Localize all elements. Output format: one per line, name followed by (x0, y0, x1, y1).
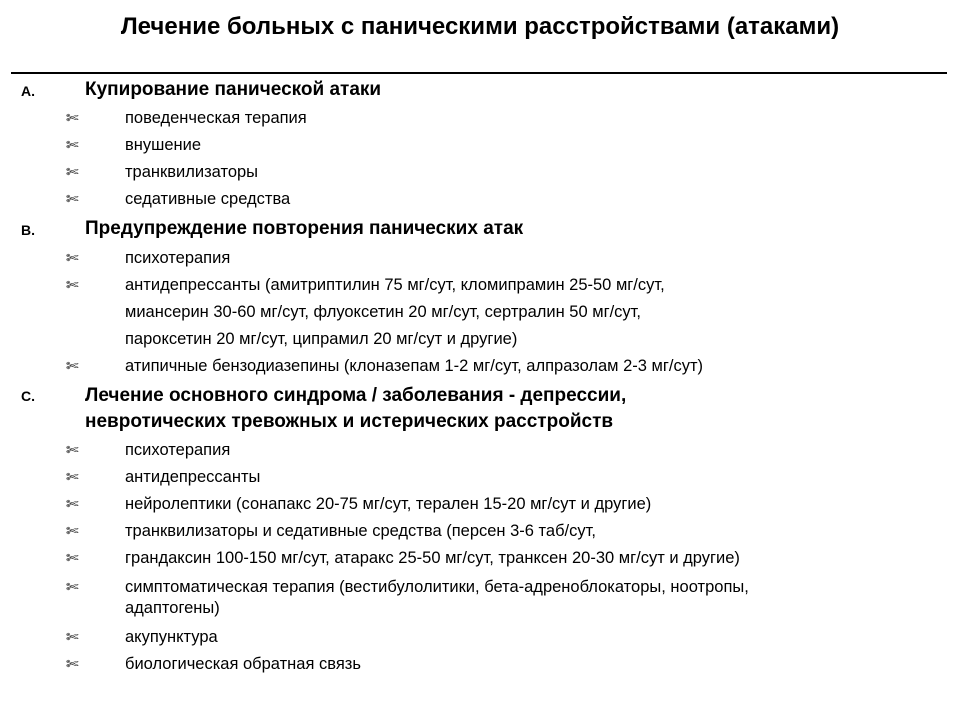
section-b-letter: B. (21, 222, 35, 238)
list-item: акупунктура (125, 628, 218, 646)
scissors-icon: ✄ (66, 495, 79, 513)
scissors-icon: ✄ (66, 628, 79, 646)
scissors-icon: ✄ (66, 655, 79, 673)
scissors-icon: ✄ (66, 578, 79, 596)
list-item: психотерапия (125, 249, 231, 267)
list-item: грандаксин 100-150 мг/сут, атаракс 25-50 мг/сут, транксен 20-30 мг/сут и другие) (125, 549, 740, 567)
list-item: антидепрессанты (125, 468, 261, 486)
list-item: нейролептики (сонапакс 20-75 мг/сут, терален 15-20 мг/сут и другие) (125, 495, 652, 513)
list-item: антидепрессанты (амитриптилин 75 мг/сут, кломипрамин 25-50 мг/сут, (125, 276, 665, 294)
scissors-icon: ✄ (66, 522, 79, 540)
scissors-icon: ✄ (66, 109, 79, 127)
slide-title: Лечение больных с паническими расстройствами (атаками) (120, 13, 840, 40)
scissors-icon: ✄ (66, 441, 79, 459)
scissors-icon: ✄ (66, 357, 79, 375)
list-item: биологическая обратная связь (125, 655, 361, 673)
list-item: атипичные бензодиазепины (клоназепам 1-2 мг/сут, алпразолам 2-3 мг/сут) (125, 357, 704, 375)
scissors-icon: ✄ (66, 136, 79, 154)
list-item-continuation: адаптогены) (125, 599, 220, 617)
scissors-icon: ✄ (66, 249, 79, 267)
section-b-heading: Предупреждение повторения панических атак (85, 218, 524, 239)
scissors-icon: ✄ (66, 190, 79, 208)
scissors-icon: ✄ (66, 163, 79, 181)
scissors-icon: ✄ (66, 276, 79, 294)
scissors-icon: ✄ (66, 468, 79, 486)
section-c-heading: Лечение основного синдрома / заболевания - депрессии, (85, 385, 627, 406)
list-item: внушение (125, 136, 202, 154)
list-item: транквилизаторы (125, 163, 259, 181)
list-item: транквилизаторы и седативные средства (персен 3-6 таб/сут, (125, 522, 596, 540)
list-item-continuation: миансерин 30-60 мг/сут, флуоксетин 20 мг/сут, сертралин 50 мг/сут, (125, 303, 641, 321)
list-item: поведенческая терапия (125, 109, 307, 127)
list-item-continuation: пароксетин 20 мг/сут, ципрамил 20 мг/сут и другие) (125, 330, 518, 348)
section-a-heading: Купирование панической атаки (85, 79, 382, 100)
section-a-letter: A. (21, 83, 35, 99)
list-item: симптоматическая терапия (вестибулолитики, бета-адреноблокаторы, ноотропы, (125, 578, 749, 596)
section-c-letter: C. (21, 388, 35, 404)
scissors-icon: ✄ (66, 549, 79, 567)
list-item: психотерапия (125, 441, 231, 459)
section-c-heading-line2: невротических тревожных и истерических расстройств (85, 411, 614, 432)
list-item: седативные средства (125, 190, 291, 208)
